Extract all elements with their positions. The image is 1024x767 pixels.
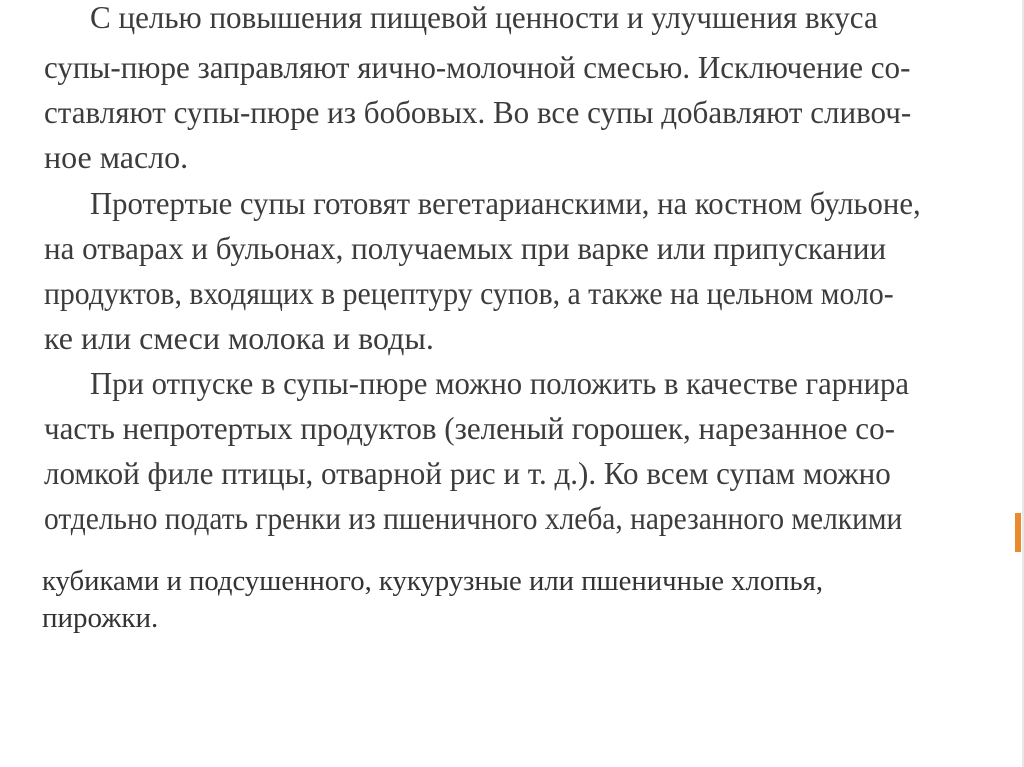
text-line: пирожки.: [42, 602, 159, 634]
text-line: супы-пюре заправляют яично-молочной смесью. Исключение со-: [44, 49, 911, 85]
accent-bar: [1015, 513, 1021, 552]
text-line: ломкой филе птицы, отварной рис и т. д.). Ко всем супам можно: [44, 455, 891, 491]
text-line: отдельно подать гренки из пшеничного хлеба, нарезанного мелкими: [44, 500, 903, 536]
text-line: ное масло.: [44, 139, 189, 175]
text-line: ставляют супы-пюре из бобовых. Во все супы добавляют сливоч-: [44, 94, 912, 130]
text-line: кубиками и подсушенного, кукурузные или пшеничные хлопья,: [42, 565, 824, 597]
text-line: часть непротертых продуктов (зеленый горошек, нарезанное со-: [44, 410, 895, 446]
text-line: на отварах и бульонах, получаемых при варке или припускании: [44, 230, 887, 266]
text-line: продуктов, входящих в рецептуру супов, а также на цельном моло-: [44, 275, 894, 311]
text-line: С целью повышения пищевой ценности и улучшения вкуса: [90, 0, 878, 35]
text-line: ке или смеси молока и воды.: [44, 320, 434, 356]
text-line: Протертые супы готовят вегетарианскими, на костном бульоне,: [90, 185, 921, 221]
text-line: При отпуске в супы-пюре можно положить в качестве гарнира: [90, 365, 910, 401]
